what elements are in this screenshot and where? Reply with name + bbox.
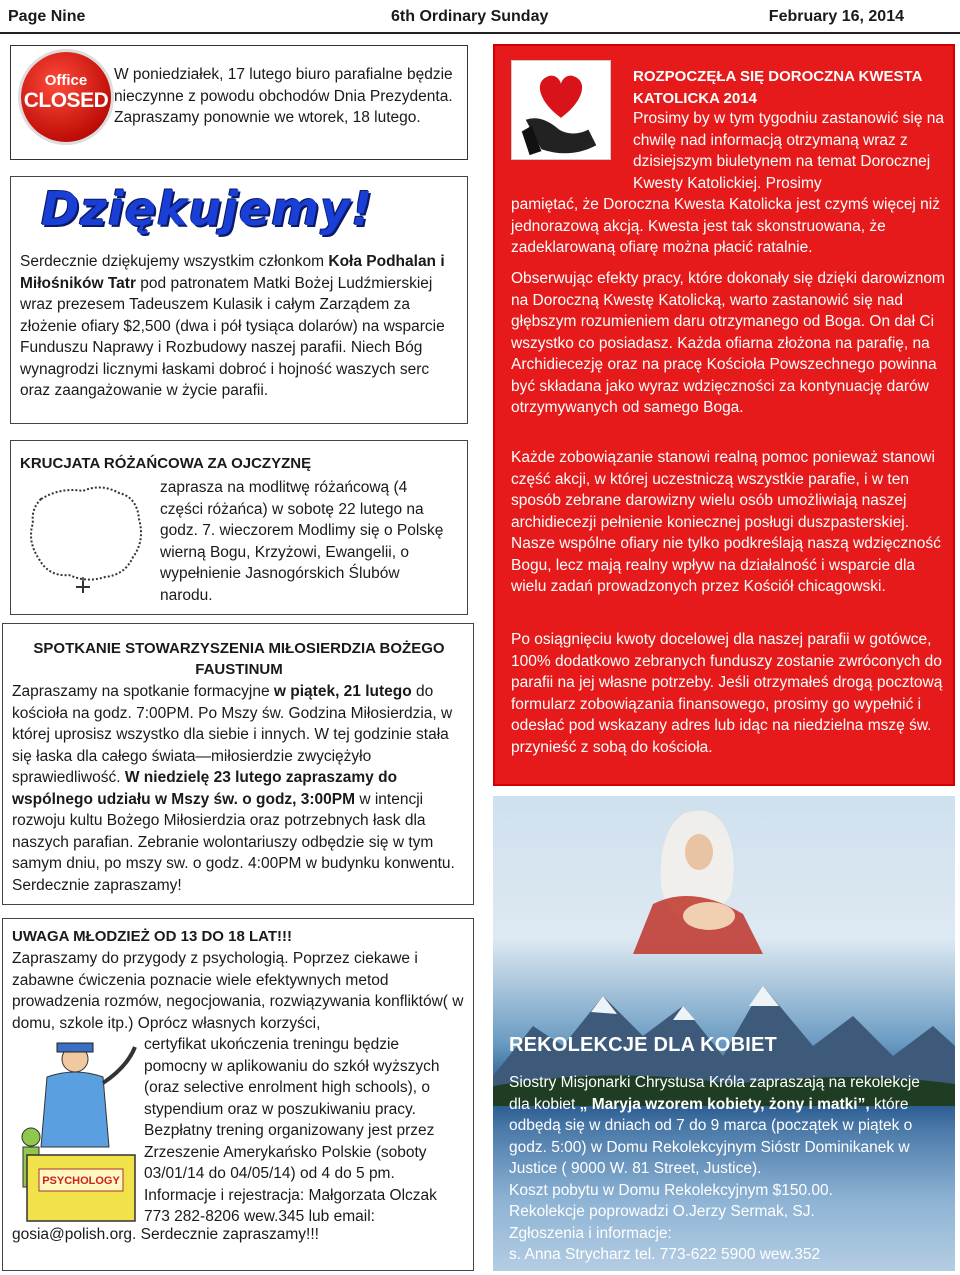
retreat-title: REKOLEKCJE DLA KOBIET	[509, 1034, 777, 1056]
page-number: Page Nine	[8, 8, 86, 25]
bulletin-date: February 16, 2014	[768, 8, 904, 25]
appeal-paragraph-2: Obserwując efekty pracy, które dokonały się dzięki darowiznom na Doroczną Kwestę Katolicką, warto zastanowić się nad głębszym rozumieniem daru otrzymanego od Boga. On dał Ci wszystko co posiadasz. Każda ofiarna złożona na parafię, na Archidiecezję oraz na pracę Kościoła Powszechnego powinna być składana jako wyraz wdzięczności za kontynuację darów otrzymywanych od samego Boga.	[511, 270, 945, 416]
madonna-image	[613, 804, 783, 954]
rosary-title: KRUCJATA RÓŻAŃCOWA ZA OJCZYZNĘ	[20, 455, 312, 472]
heart-hand-icon	[511, 60, 611, 160]
retreat-section	[493, 796, 955, 1271]
youth-detail: certyfikat ukończenia treningu będzie pomocny w aplikowaniu do szkół wyższych (oraz selective enrolment high schools), o stypendium oraz w poszukiwaniu pracy. Bezpłatny trening organizowany jest przez Zrzeszenie Amerykańsko Polskie (soboty 03/01/14 do 04/05/14) od 4 do 5 pm. Informacje i rejestracja: Małgorzata Olczak 773 282-8206 wew.345 lub email:	[144, 1036, 440, 1225]
catholic-appeal-section	[493, 44, 955, 786]
sunday-name: 6th Ordinary Sunday	[391, 8, 549, 25]
youth-intro: Zapraszamy do przygody z psychologią. Poprzez ciekawe i zabawne ćwiczenia poznacie wiele efektywnych metod prowadzenia rozmów, negocjowania, rozwiązywania konfliktów( w domu, szkole itp.) Oprócz własnych korzyści,	[12, 950, 464, 1032]
faustinum-section	[2, 623, 474, 905]
thanks-text: Serdecznie dziękujemy wszystkim członkom Koła Podhalan i Miłośników Tatr pod patronatem Matki Bożej Ludźmierskiej wraz prezesem Tadeuszem Kulasik i całym Zarządem za złożenie ofiary $2,500 (dwa i pół tysiąca dolarów) na wsparcie Funduszu Naprawy i Rozbudowy naszej parafii. Niech Bóg wynagrodzi licznymi łaskami dobroć i hojność waszych serc oraz zaangażowanie w życie parafii.	[20, 253, 445, 399]
retreat-contact: s. Anna Strycharz tel. 773-622 5900 wew.352	[509, 1246, 821, 1263]
office-closed-badge: Office CLOSED	[21, 52, 111, 142]
thanks-section	[10, 176, 468, 424]
thanks-title: Dziękujemy!	[41, 182, 374, 236]
appeal-intro: Prosimy by w tym tygodniu zastanowić się na chwilę nad informacją otrzymaną wraz z dzisiejszym biuletynem na temat Dorocznej Kwesty Katolickiej. Prosimy	[633, 110, 944, 192]
rosary-text: zaprasza na modlitwę różańcową (4 części różańca) w sobotę 22 lutego na godz. 7. wieczorem Modlimy się o Polskę wierną Bogu, Krzyżowi, Ewangelii, o wypełnienie Jasnogórskich Ślubów narodu.	[160, 479, 444, 604]
page-header	[0, 0, 960, 34]
rosary-map-icon	[21, 479, 149, 594]
faustinum-title: SPOTKANIE STOWARZYSZENIA MIŁOSIERDZIA BOŻEGO FAUSTINUM	[33, 640, 445, 678]
psychology-sign: PSYCHOLOGY	[42, 1175, 120, 1187]
retreat-contact-label: Zgłoszenia i informacje:	[509, 1224, 672, 1242]
appeal-intro-continued: pamiętać, że Doroczna Kwesta Katolicka jest czymś więcej niż jednorazową akcją. Kwesta jest tak skonstruowana, że zadeklarowaną ofiarę można płacić ratalnie.	[511, 196, 940, 256]
youth-contact: gosia@polish.org. Serdecznie zapraszamy!!!	[12, 1226, 319, 1243]
psychology-booth-illustration	[17, 1037, 141, 1227]
youth-title: UWAGA MŁODZIEŻ OD 13 DO 18 LAT!!!	[12, 928, 292, 945]
appeal-paragraph-4: Po osiągnięciu kwoty docelowej dla naszej parafii w gotówce, 100% dodatkowo zebranych funduszy zostanie zwróconych do parafii na jej własne potrzeby. Jeśli otrzymałeś drogą pocztową formularz zobowiązania finansowego, prosimy go wypełnić i odesłać pod wskazany adres lub idąc na niedzielna mszę św. przynieść z sobą do kościoła.	[511, 631, 943, 756]
faustinum-text: Zapraszamy na spotkanie formacyjne w piątek, 21 lutego do kościoła na godz. 7:00PM. Po Mszy św. Godzina Miłosierdzia, w której uprosisz wszystko dla siebie i innych. W tej godzinie stała się łaska dla całego świata—miłosierdzie zwyciężyło sprawiedliwość. W niedzielę 23 lutego zapraszamy do wspólnego udziału w Mszy św. o godz, 3:00PM w intencji rozwoju kultu Bożego Miłosierdzia oraz potrzebnych łask dla naszych parafian. Zebranie wolontariuszy odbędzie się w tym samym dniu, po mszy sw. o godz. 4:00PM w budynku konwentu. Serdecznie zapraszamy!	[12, 683, 455, 894]
retreat-leader: Rekolekcje poprowadzi O.Jerzy Sermak, SJ.	[509, 1203, 815, 1220]
retreat-cost: Koszt pobytu w Domu Rekolekcyjnym $150.00.	[509, 1181, 833, 1199]
appeal-title: ROZPOCZĘŁA SIĘ DOROCZNA KWESTA KATOLICKA 2014	[633, 68, 922, 107]
retreat-text: Siostry Misjonarki Chrystusa Króla zapraszają na rekolekcje dla kobiet „ Maryja wzorem kobiety, żony i matki”, które odbędą się w dniach od 7 do 9 marca (początek w piątek o godz. 5:00) w Domu Rekolekcyjnym Sióstr Dominikanek w Justice ( 9000 W. 81 Street, Justice). Koszt pobytu w Domu Rekolekcyjnym $150.00. Rekolekcje poprowadzi O.Jerzy Sermak, SJ. Zgłoszenia i informacje: s. Anna Strycharz tel. 773-622 5900 wew.352	[509, 1072, 941, 1266]
appeal-paragraph-3: Każde zobowiązanie stanowi realną pomoc ponieważ stanowi część akcji, w której uczestniczą wszystkie parafie, i w ten sposób zebrane darowizny wielu osób umożliwiają naszej archidiecezji pełnienie koniecznej posługi duszpasterskiej. Nasze wspólne ofiary nie tylko podkreślają naszą wdzięczność Bogu, lecz mają realny wpływ na działalność i wsparcie dla wielu zadań prowadzonych przez Kościół chicagowski.	[511, 449, 941, 595]
rosary-crusade-section	[10, 440, 468, 615]
office-closed-notice	[10, 45, 468, 160]
youth-psychology-section	[2, 918, 474, 1271]
office-closed-text: W poniedziałek, 17 lutego biuro parafialne będzie nieczynne z powodu obchodów Dnia Prezydenta. Zapraszamy ponownie we wtorek, 18 lutego.	[114, 66, 453, 126]
